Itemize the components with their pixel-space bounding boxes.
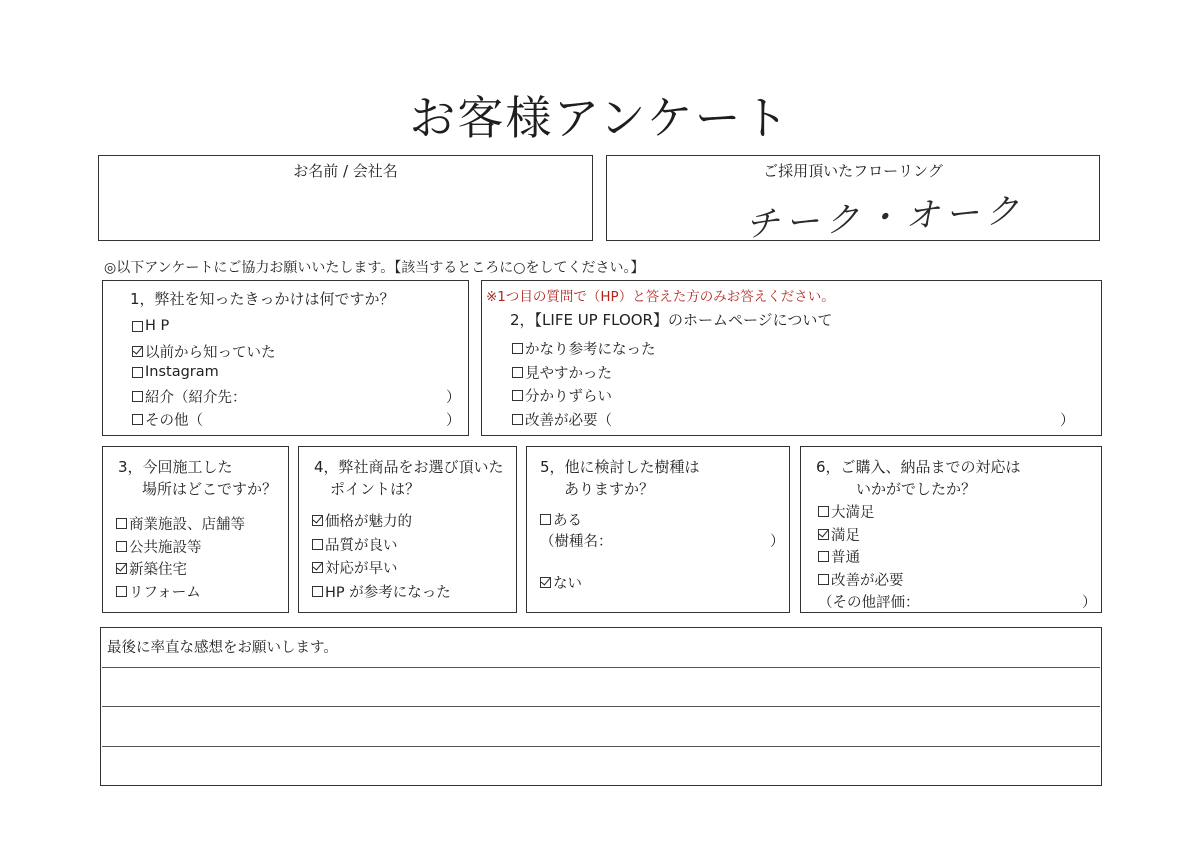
option-label: 普通 [831, 550, 860, 566]
option-label: ある [553, 513, 582, 529]
option-label: 紹介（紹介先： [145, 390, 247, 406]
q2-note: ※1つ目の質問で（HP）と答えた方のみお答えください。 [486, 289, 835, 305]
q3-title-line1: 3，今回施工した [118, 458, 233, 476]
q4-title-line2: ポイントは？ [330, 480, 421, 498]
q4-option-quality[interactable] [312, 534, 398, 555]
flooring-label: ご採用頂いたフローリング [763, 162, 943, 180]
checkbox[interactable] [132, 391, 143, 402]
q1-option-referral[interactable] [132, 386, 247, 407]
q5-species-label: （樹種名： [540, 534, 613, 550]
checkbox[interactable] [512, 367, 523, 378]
q6-other-label: （その他評価： [818, 595, 920, 611]
option-label: リフォーム [129, 585, 201, 601]
q6-option-very-satisfied[interactable] [818, 501, 875, 522]
option-label: その他（ [145, 413, 203, 429]
q2-option-hard[interactable] [512, 385, 612, 406]
checkbox[interactable] [116, 518, 127, 529]
option-label: 分かりずらい [525, 389, 612, 405]
q2-title: 2，【LIFE UP FLOOR】のホームページについて [510, 311, 833, 329]
checkbox-checked[interactable] [540, 577, 551, 588]
option-label: 公共施設等 [129, 540, 202, 556]
option-label: 見やすかった [525, 366, 612, 382]
checkbox[interactable] [116, 586, 127, 597]
impressions-label: 最後に率直な感想をお願いします。 [107, 640, 338, 656]
flooring-handwritten-value: チーク・オーク [744, 190, 1027, 246]
option-label: Instagram [145, 364, 219, 380]
option-label: 満足 [831, 528, 860, 544]
checkbox[interactable] [132, 367, 143, 378]
q5-option-yes[interactable] [540, 509, 582, 530]
option-label: 新築住宅 [129, 562, 187, 578]
q3-option-commercial[interactable] [116, 513, 245, 534]
q3-option-reform[interactable] [116, 581, 201, 602]
q4-option-hp[interactable] [312, 581, 451, 602]
option-label: 改善が必要 [831, 573, 904, 589]
checkbox[interactable] [818, 506, 829, 517]
checkbox-checked[interactable] [312, 515, 323, 526]
instruction-text: ◎以下アンケートにご協力お願いいたします。【該当するところに○をしてください。】 [104, 260, 645, 276]
q1-option-known[interactable] [132, 341, 276, 362]
q6-title-line2: いかがでしたか？ [856, 480, 977, 498]
q5-title-line2: ありますか？ [564, 480, 655, 498]
checkbox[interactable] [512, 390, 523, 401]
option-label: 価格が魅力的 [325, 514, 412, 530]
checkbox[interactable] [540, 514, 551, 525]
checkbox[interactable] [818, 574, 829, 585]
option-label: 商業施設、店舗等 [129, 517, 245, 533]
option-label: 品質が良い [325, 538, 398, 554]
option-label: HP が参考になった [325, 585, 451, 601]
checkbox[interactable] [132, 414, 143, 425]
checkbox-checked[interactable] [132, 346, 143, 357]
q1-option-instagram[interactable] [132, 364, 219, 380]
q3-option-public[interactable] [116, 536, 202, 557]
checkbox[interactable] [818, 551, 829, 562]
q1-title: 1，弊社を知ったきっかけは何ですか？ [130, 290, 395, 308]
option-label: 以前から知っていた [145, 345, 276, 361]
q5-species-close: ） [770, 534, 785, 550]
name-label: お名前 / 会社名 [293, 162, 398, 180]
q3-option-new-house[interactable] [116, 558, 187, 579]
q2-option-helpful[interactable] [512, 338, 656, 359]
checkbox[interactable] [512, 343, 523, 354]
q6-other-close: ） [1082, 595, 1097, 611]
option-label: 大満足 [831, 505, 875, 521]
impressions-line-3 [102, 746, 1100, 747]
checkbox[interactable] [312, 586, 323, 597]
impressions-line-1 [102, 667, 1100, 668]
q1-option-other[interactable] [132, 409, 203, 430]
q4-title-line1: 4，弊社商品をお選び頂いた [314, 458, 504, 476]
q1-option-hp[interactable] [132, 318, 169, 334]
q6-option-improve[interactable] [818, 569, 904, 590]
q5-option-no[interactable] [540, 572, 582, 593]
q1-other-close: ） [446, 413, 461, 429]
page-title: お客様アンケート [409, 91, 791, 145]
checkbox[interactable] [116, 541, 127, 552]
checkbox[interactable] [512, 414, 523, 425]
checkbox[interactable] [132, 321, 143, 332]
checkbox[interactable] [312, 539, 323, 550]
name-box[interactable] [98, 155, 593, 241]
option-label: かなり参考になった [525, 342, 656, 358]
q4-option-fast[interactable] [312, 557, 398, 578]
q3-title-line2: 場所はどこですか？ [142, 480, 278, 498]
checkbox-checked[interactable] [312, 562, 323, 573]
option-label: ない [553, 576, 582, 592]
q4-option-price[interactable] [312, 510, 412, 531]
q1-referral-close: ） [446, 390, 461, 406]
option-label: 改善が必要（ [525, 413, 612, 429]
checkbox-checked[interactable] [116, 563, 127, 574]
q2-option-easy[interactable] [512, 362, 612, 383]
q2-option-improve[interactable] [512, 409, 612, 430]
option-label: H P [145, 318, 170, 334]
q2-improve-close: ） [1060, 413, 1075, 429]
q6-title-line1: 6，ご購入、納品までの対応は [816, 458, 1021, 476]
option-label: 対応が早い [325, 561, 398, 577]
q6-option-satisfied[interactable] [818, 524, 860, 545]
q5-title-line1: 5，他に検討した樹種は [540, 458, 700, 476]
checkbox-checked[interactable] [818, 529, 829, 540]
impressions-line-2 [102, 706, 1100, 707]
q6-option-normal[interactable] [818, 546, 860, 567]
